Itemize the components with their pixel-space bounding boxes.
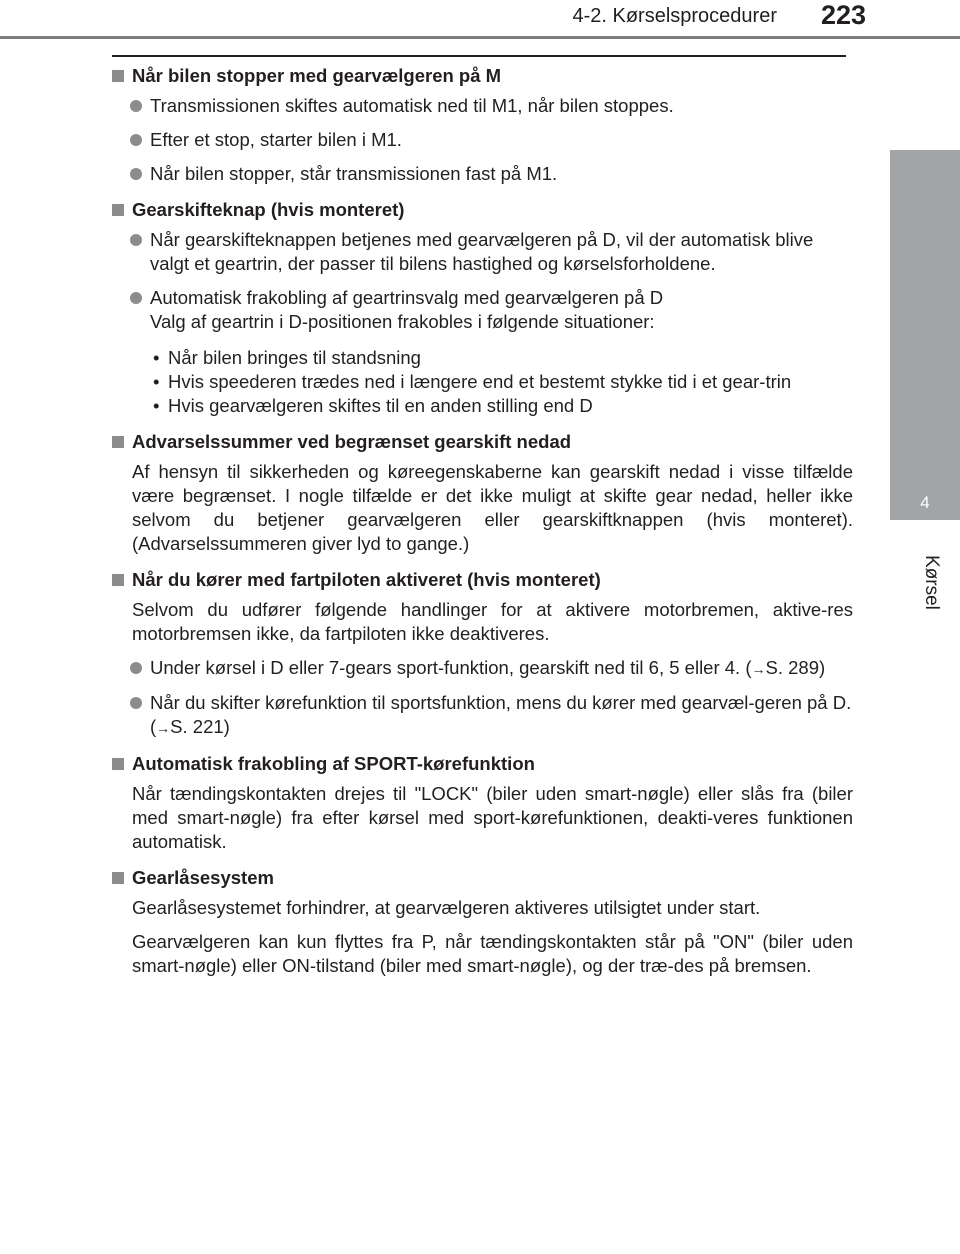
sub-list-item	[112, 370, 853, 394]
page-reference[interactable]: S. 221)	[170, 716, 230, 737]
circle-bullet-icon	[130, 662, 142, 674]
list-item	[112, 228, 853, 276]
circle-bullet-icon	[130, 234, 142, 246]
section-heading	[112, 568, 853, 592]
section-heading	[112, 198, 853, 222]
paragraph: Når tændingskontakten drejes til "LOCK" (biler uden smart-nøgle) eller slås fra (biler med smart-nøgle) fra efter kørsel med sport-kørefunktionen, deakti-veres funktionen automatisk.	[132, 783, 853, 852]
heading-text: Advarselssummer ved begrænset gearskift nedad	[132, 431, 572, 452]
sub-bullet: •	[153, 395, 160, 416]
sub-list-item	[112, 394, 853, 418]
circle-bullet-icon	[130, 292, 142, 304]
item-text: Valg af geartrin i D-positionen frakobles i følgende situationer:	[150, 311, 655, 332]
content-rule	[112, 55, 846, 57]
list-item	[112, 162, 853, 186]
heading-text: Når bilen stopper med gearvælgeren på M	[132, 65, 502, 86]
heading-text: Gearlåsesystem	[132, 867, 274, 888]
chapter-tab	[890, 150, 960, 520]
square-bullet-icon	[112, 758, 124, 770]
circle-bullet-icon	[130, 134, 142, 146]
sub-bullet: •	[153, 347, 160, 368]
paragraph: Af hensyn til sikkerheden og køreegenskaberne kan gearskift nedad i visse tilfælde være begrænset. I nogle tilfælde er det ikke muligt at skifte gear nedad, heller ikke selvom du betjener gearvælgeren eller gearskiftknappen (hvis monteret). (Advarselssummeren giver lyd to gange.)	[132, 461, 853, 554]
list-item	[112, 286, 853, 334]
heading-text: Gearskifteknap (hvis monteret)	[132, 199, 405, 220]
paragraph: Gearlåsesystemet forhindrer, at gearvælgeren aktiveres utilsigtet under start.	[132, 897, 761, 918]
item-text: Transmissionen skiftes automatisk ned til M1, når bilen stoppes.	[150, 95, 674, 116]
item-text: Automatisk frakobling af geartrinsvalg med gearvælgeren på D	[150, 287, 664, 308]
page-number: 223	[821, 0, 867, 30]
item-text: Når bilen stopper, står transmissionen fast på M1.	[150, 163, 558, 184]
item-text: Når gearskifteknappen betjenes med gearvælgeren på D, vil der automatisk blive valgt et geartrin, der passer til bilens hastighed og kørselsforholdene.	[150, 229, 814, 274]
section-heading	[112, 430, 853, 454]
chapter-label: Kørsel	[921, 555, 942, 610]
header-rule	[0, 36, 960, 39]
item-text: Hvis speederen trædes ned i længere end et bestemt stykke tid i et gear-trin	[168, 371, 792, 392]
square-bullet-icon	[112, 574, 124, 586]
item-text: Under kørsel i D eller 7-gears sport-funktion, gearskift ned til 6, 5 eller 4. (	[150, 657, 752, 678]
list-item	[112, 691, 853, 740]
item-text: Efter et stop, starter bilen i M1.	[150, 129, 402, 150]
circle-bullet-icon	[130, 168, 142, 180]
circle-bullet-icon	[130, 697, 142, 709]
sub-list-item	[112, 346, 853, 370]
paragraph: Selvom du udfører følgende handlinger for at aktivere motorbremen, aktive-res motorbremsen ikke, da fartpiloten ikke deaktiveres.	[132, 599, 853, 644]
square-bullet-icon	[112, 204, 124, 216]
item-text: Når du skifter kørefunktion til sportsfunktion, mens du kører med gearvæl-geren på D. (	[150, 692, 852, 737]
page-reference[interactable]: S. 289)	[765, 657, 826, 678]
item-text: Når bilen bringes til standsning	[168, 347, 421, 368]
paragraph: Gearvælgeren kan kun flyttes fra P, når tændingskontakten står på "ON" (biler uden smart-nøgle) eller ON-tilstand (biler med smart-nøgle), og der træ-des på bremsen.	[132, 931, 853, 976]
circle-bullet-icon	[130, 100, 142, 112]
chapter-number: 4	[920, 493, 930, 512]
square-bullet-icon	[112, 872, 124, 884]
list-item	[112, 656, 853, 681]
page-header	[0, 0, 960, 40]
section-heading	[112, 866, 853, 890]
page-content	[112, 64, 853, 978]
section-title: 4-2. Kørselsprocedurer	[572, 5, 777, 27]
section-heading	[112, 752, 853, 776]
heading-text: Når du kører med fartpiloten aktiveret (hvis monteret)	[132, 569, 601, 590]
square-bullet-icon	[112, 70, 124, 82]
section-heading	[112, 64, 853, 88]
list-item	[112, 94, 853, 118]
arrow-right-icon: →	[751, 661, 766, 677]
sub-bullet: •	[153, 371, 160, 392]
list-item	[112, 128, 853, 152]
item-text: Hvis gearvælgeren skiftes til en anden stilling end D	[168, 395, 593, 416]
arrow-right-icon: →	[156, 720, 171, 736]
square-bullet-icon	[112, 436, 124, 448]
heading-text: Automatisk frakobling af SPORT-kørefunktion	[132, 753, 535, 774]
